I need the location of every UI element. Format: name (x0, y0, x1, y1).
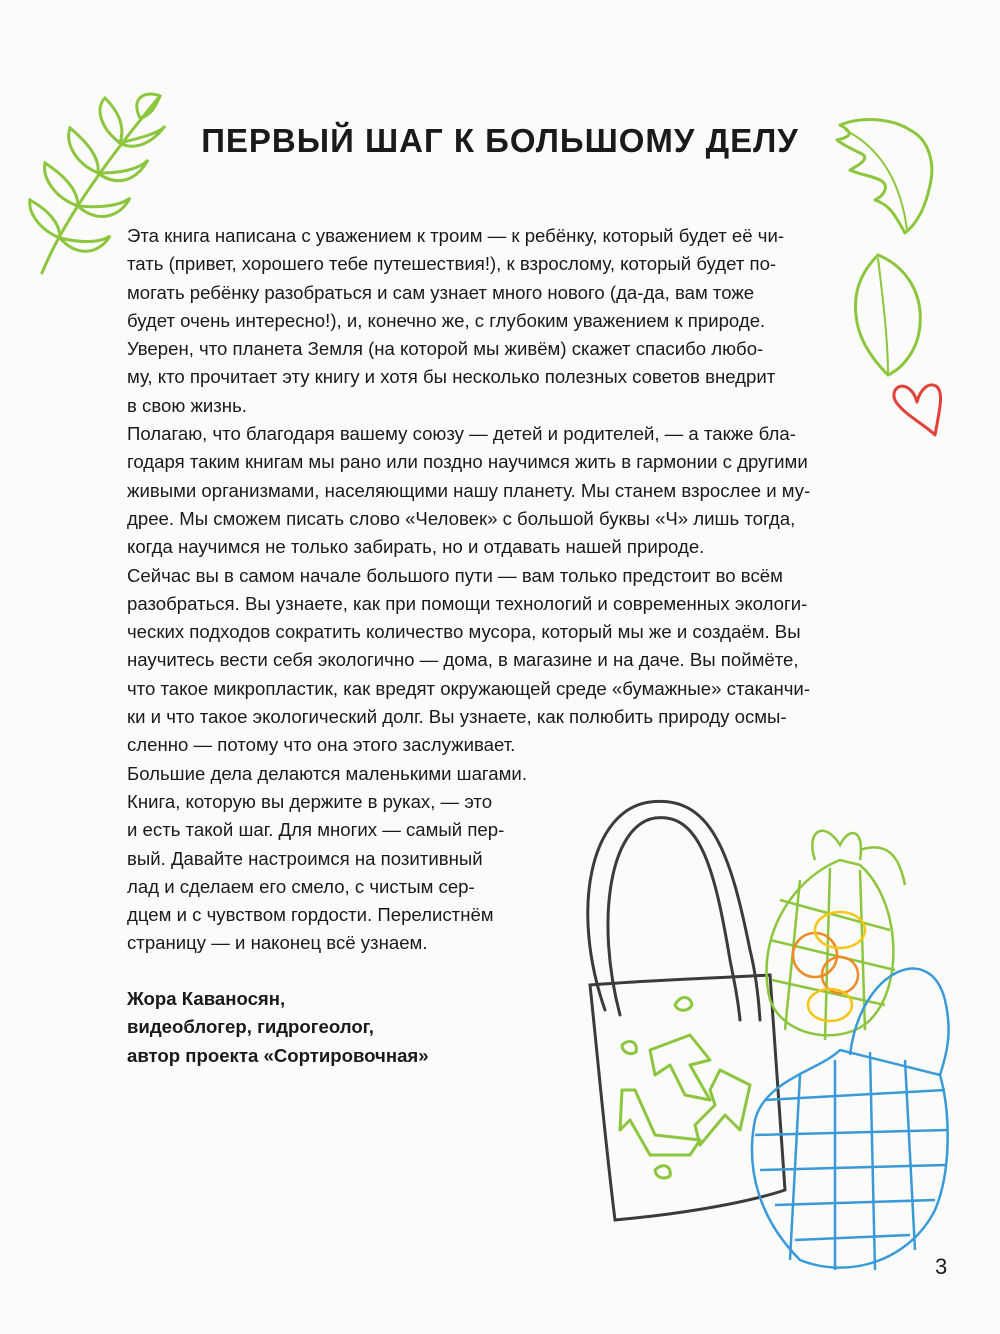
body-line: вый. Давайте настроимся на позитивный (127, 847, 483, 869)
body-line: живыми организмами, населяющими нашу планету. Мы станем взрослее и му- (127, 479, 811, 501)
eco-bags-illustration (560, 790, 960, 1280)
body-line: когда научимся не только забирать, но и отдавать нашей природе. (127, 536, 705, 558)
body-line: дцем и с чувством гордости. Перелистнём (127, 904, 494, 926)
body-line: научитесь вести себя экологично — дома, в магазине и на даче. Вы поймёте, (127, 649, 799, 671)
body-line: разобраться. Вы узнаете, как при помощи технологий и современных экологи- (127, 592, 808, 614)
body-line: Эта книга написана с уважением к троим — к ребёнку, который будет её чи- (127, 225, 785, 246)
body-line: Книга, которую вы держите в руках, — это (127, 790, 493, 812)
body-line: сленно — потому что она этого заслуживает. (127, 734, 516, 756)
author-name: Жора Каваносян, (127, 988, 286, 1009)
body-line: Уверен, что планета Земля (на которой мы живём) скажет спасибо любо- (127, 338, 764, 360)
body-line: ки и что такое экологический долг. Вы узнаете, как полюбить природу осмы- (127, 706, 787, 728)
author-signature (127, 985, 627, 1070)
author-role: видеоблогер, гидрогеолог, (127, 1016, 374, 1038)
body-line: годаря таким книгам мы рано или поздно научимся жить в гармонии с другими (127, 451, 808, 473)
body-line: Большие дела делаются маленькими шагами. (127, 762, 527, 784)
body-line: в свою жизнь. (127, 394, 247, 416)
heart-icon (890, 380, 945, 440)
body-line: ческих подходов сократить количество мусора, который мы же и создаём. Вы (127, 621, 801, 643)
body-line: будет очень интересно!), и, конечно же, с глубоким уважением к природе. (127, 309, 766, 331)
body-line: лад и сделаем его смело, с чистым сер- (127, 875, 475, 897)
body-line: Сейчас вы в самом начале большого пути — вам только предстоит во всём (127, 564, 783, 586)
page-title: ПЕРВЫЙ ШАГ К БОЛЬШОМУ ДЕЛУ (201, 122, 799, 159)
body-line: страницу — и наконец всё узнаем. (127, 932, 428, 954)
body-line: тать (привет, хорошего тебе путешествия!), к взрослому, который будет по- (127, 253, 777, 275)
body-line: что такое микропластик, как вредят окружающей среде «бумажные» стаканчи- (127, 677, 811, 699)
author-project: автор проекта «Сортировочная» (127, 1044, 429, 1066)
body-line: и есть такой шаг. Для многих — самый пер- (127, 819, 505, 841)
page-number: 3 (935, 1254, 948, 1279)
body-line: дрее. Мы сможем писать слово «Человек» с большой буквы «Ч» лишь тогда, (127, 507, 796, 529)
body-line: му, кто прочитает эту книгу и хотя бы несколько полезных советов внедрит (127, 366, 776, 388)
body-line: могать ребёнку разобраться и сам узнает много нового (да-да, вам тоже (127, 281, 755, 303)
body-line: Полагаю, что благодаря вашему союзу — детей и родителей, — а также бла- (127, 423, 796, 445)
